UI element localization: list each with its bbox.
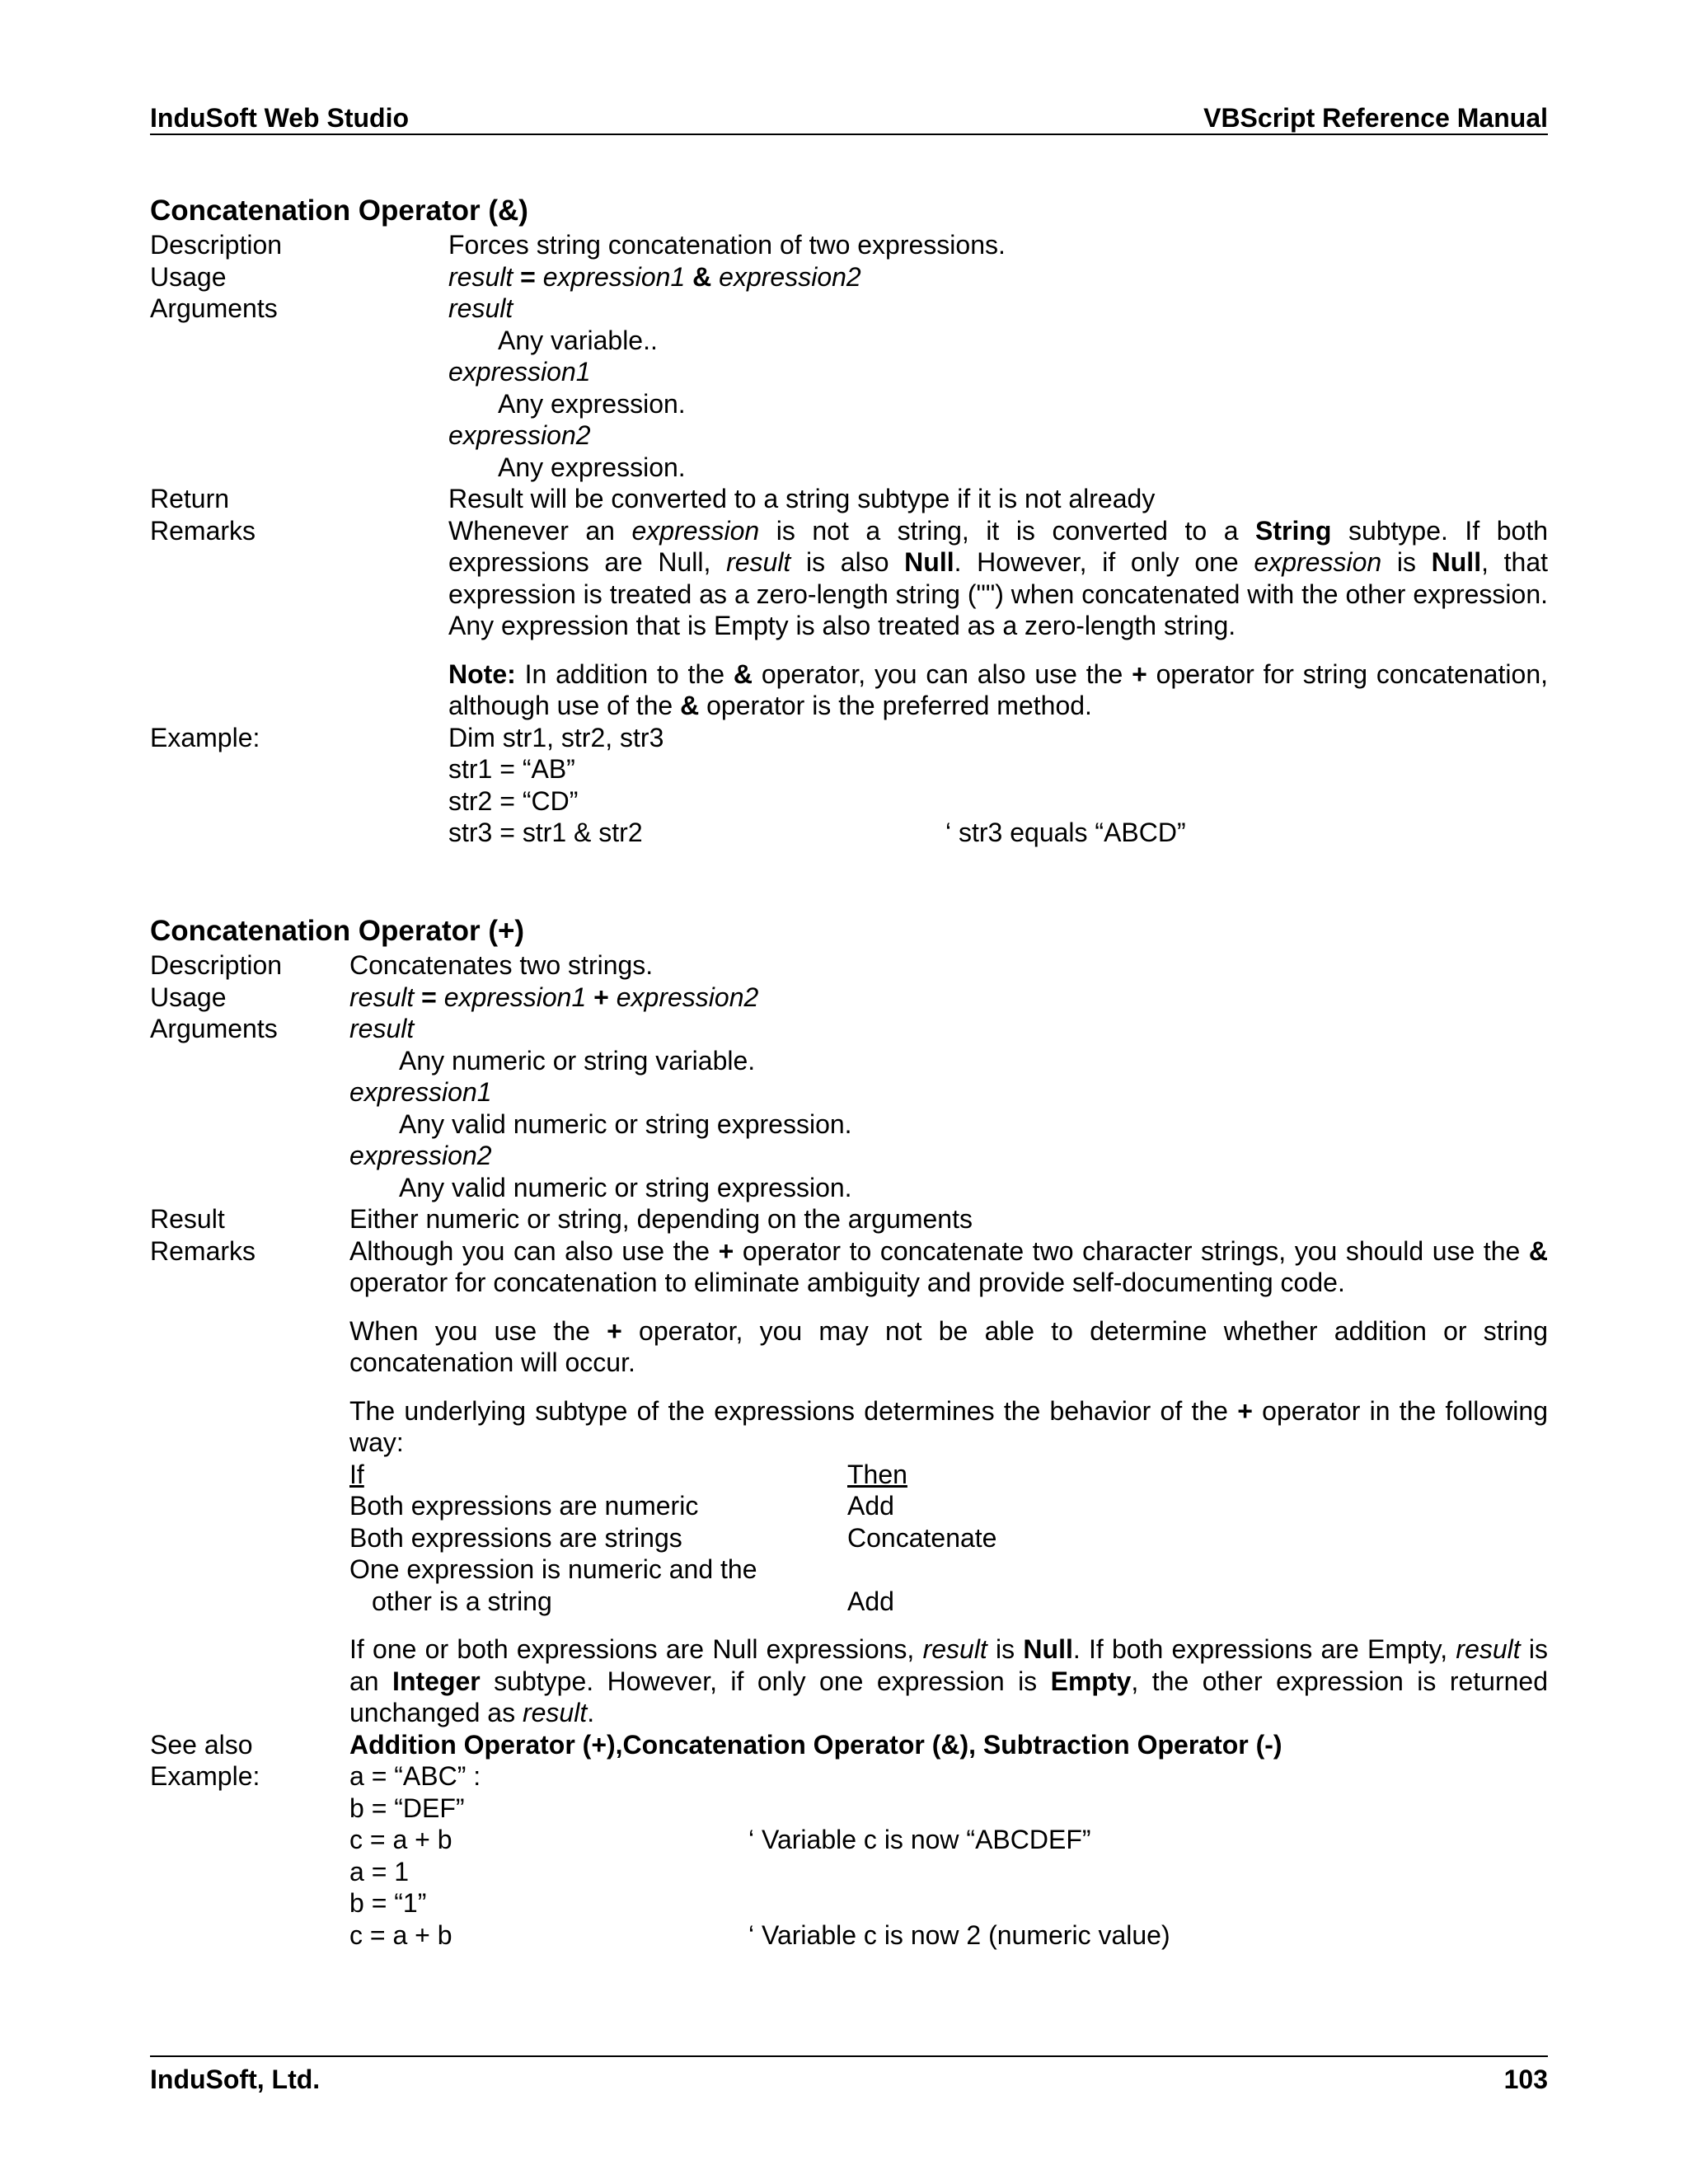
- header-product-name: InduSoft Web Studio: [150, 102, 410, 133]
- remarks-paragraph: The underlying subtype of the expressions determines the behavior of the + operator in the following way:: [349, 1395, 1549, 1457]
- argument-desc: Any valid numeric or string expression.: [399, 1172, 852, 1202]
- usage-expr2: expression2: [719, 261, 861, 292]
- result-row: [150, 1203, 1548, 1235]
- usage-syntax: [349, 982, 1548, 1014]
- section-concatenation-ampersand: [150, 194, 1548, 849]
- code-line: str2 = “CD”: [448, 785, 579, 816]
- argument-name: expression2: [448, 420, 591, 450]
- page-number: 103: [1503, 2064, 1548, 2094]
- argument-name: expression1: [448, 357, 591, 387]
- table-row: Both expressions are numeric Add: [349, 1491, 894, 1521]
- argument-desc: Any numeric or string variable.: [399, 1045, 756, 1076]
- argument-name: result: [349, 1014, 415, 1043]
- remarks-paragraph: Whenever an expression is not a string, it is converted to a String subtype. If both expressions are Null, result is also Null. However, if only one expression is Null, that expression is treated as a zero-length string ("") when concatenated with the other expression. Any expression that is Empty is also treated as a zero-length string.: [448, 515, 1549, 640]
- description-text: Concatenates two strings.: [349, 950, 654, 980]
- description-row: [150, 949, 1548, 982]
- table-row: Both expressions are strings Concatenate: [349, 1522, 997, 1553]
- section-concatenation-plus: [150, 915, 1548, 1951]
- usage-row: [150, 982, 1548, 1014]
- return-text: Result will be converted to a string subtype if it is not already: [448, 484, 1156, 513]
- usage-label: Usage: [150, 261, 227, 292]
- remarks-row: [150, 1235, 1548, 1729]
- see-also-row: [150, 1729, 1548, 1761]
- usage-expr2: expression2: [616, 982, 759, 1012]
- table-row: One expression is numeric and the: [349, 1554, 757, 1584]
- usage-operator: +: [593, 982, 609, 1012]
- result-label: Result: [150, 1204, 225, 1234]
- argument-name: expression2: [349, 1141, 492, 1170]
- description-label: Description: [150, 950, 283, 980]
- remarks-body: [349, 1235, 1548, 1729]
- remarks-paragraph: If one or both expressions are Null expressions, result is Null. If both expressions are Empty, result is an Integer subtype. However, if only one expression is Empty, the other expression is returned unchanged as result.: [349, 1634, 1549, 1727]
- code-line: a = “ABC” :: [349, 1761, 481, 1791]
- usage-expr1: expression1: [443, 982, 587, 1012]
- remarks-paragraph: Although you can also use the + operator to concatenate two character strings, you should use the & operator for concatenation to eliminate ambiguity and provide self-documenting code.: [349, 1235, 1549, 1297]
- remarks-note: Note: In addition to the & operator, you can also use the + operator for string concatenation, although use of the & operator is the preferred method.: [448, 658, 1549, 720]
- usage-equals: =: [520, 261, 536, 292]
- section-title: Concatenation Operator (+): [150, 915, 525, 947]
- usage-label: Usage: [150, 982, 227, 1012]
- description-row: [150, 229, 1548, 261]
- example-row: [150, 722, 1548, 849]
- example-label: Example:: [150, 722, 260, 752]
- argument-desc: Any expression.: [498, 388, 686, 419]
- argument-name: expression1: [349, 1077, 492, 1107]
- table-header-if: If: [349, 1459, 364, 1489]
- remarks-label: Remarks: [150, 515, 256, 546]
- behavior-table: [349, 1459, 1548, 1618]
- code-line: c = a + b ‘ Variable c is now “ABCDEF”: [349, 1825, 1091, 1854]
- code-line: b = “DEF”: [349, 1793, 465, 1823]
- code-line: a = 1: [349, 1856, 410, 1886]
- footer-company: InduSoft, Ltd.: [150, 2064, 321, 2094]
- code-line: b = “1”: [349, 1888, 427, 1918]
- see-also-links[interactable]: Addition Operator (+),Concatenation Operator (&), Subtraction Operator (-): [349, 1729, 1282, 1760]
- argument-desc: Any expression.: [498, 452, 686, 482]
- remarks-body: [448, 515, 1548, 722]
- arguments-row: [150, 1013, 1548, 1203]
- section-title: Concatenation Operator (&): [150, 194, 528, 227]
- usage-equals: =: [421, 982, 437, 1012]
- argument-name: result: [448, 293, 513, 323]
- usage-row: [150, 261, 1548, 293]
- usage-expr1: expression1: [542, 261, 686, 292]
- usage-result: result: [349, 982, 415, 1012]
- description-label: Description: [150, 230, 283, 260]
- code-line: str1 = “AB”: [448, 754, 575, 784]
- page-footer: [150, 2055, 1548, 2095]
- remarks-paragraph: When you use the + operator, you may not be able to determine whether addition or string concatenation will occur.: [349, 1315, 1549, 1377]
- argument-desc: Any valid numeric or string expression.: [399, 1108, 852, 1139]
- return-label: Return: [150, 484, 230, 513]
- usage-result: result: [448, 261, 513, 292]
- code-line: c = a + b ‘ Variable c is now 2 (numeric value): [349, 1919, 1170, 1950]
- page-header: [150, 97, 1548, 135]
- table-row: other is a string Add: [372, 1586, 894, 1616]
- arguments-label: Arguments: [150, 1014, 278, 1043]
- description-text: Forces string concatenation of two expressions.: [448, 230, 1006, 260]
- header-manual-title: VBScript Reference Manual: [1203, 102, 1548, 133]
- example-code: [349, 1760, 1548, 1951]
- usage-operator: &: [692, 261, 712, 292]
- see-also-label: See also: [150, 1729, 253, 1760]
- arguments-list: [448, 293, 1548, 483]
- table-header-then: Then: [847, 1459, 907, 1489]
- example-code: [448, 722, 1548, 849]
- arguments-row: [150, 293, 1548, 483]
- table-header: [349, 1459, 1548, 1491]
- arguments-list: [349, 1013, 1548, 1203]
- remarks-label: Remarks: [150, 1235, 256, 1266]
- code-line: Dim str1, str2, str3: [448, 722, 664, 752]
- example-label: Example:: [150, 1761, 260, 1791]
- return-row: [150, 483, 1548, 515]
- arguments-label: Arguments: [150, 293, 278, 323]
- argument-desc: Any variable..: [498, 325, 658, 355]
- code-line: str3 = str1 & str2 ‘ str3 equals “ABCD”: [448, 818, 1186, 847]
- usage-syntax: [448, 261, 1548, 293]
- result-text: Either numeric or string, depending on the arguments: [349, 1204, 973, 1234]
- remarks-row: [150, 515, 1548, 722]
- example-row: [150, 1760, 1548, 1951]
